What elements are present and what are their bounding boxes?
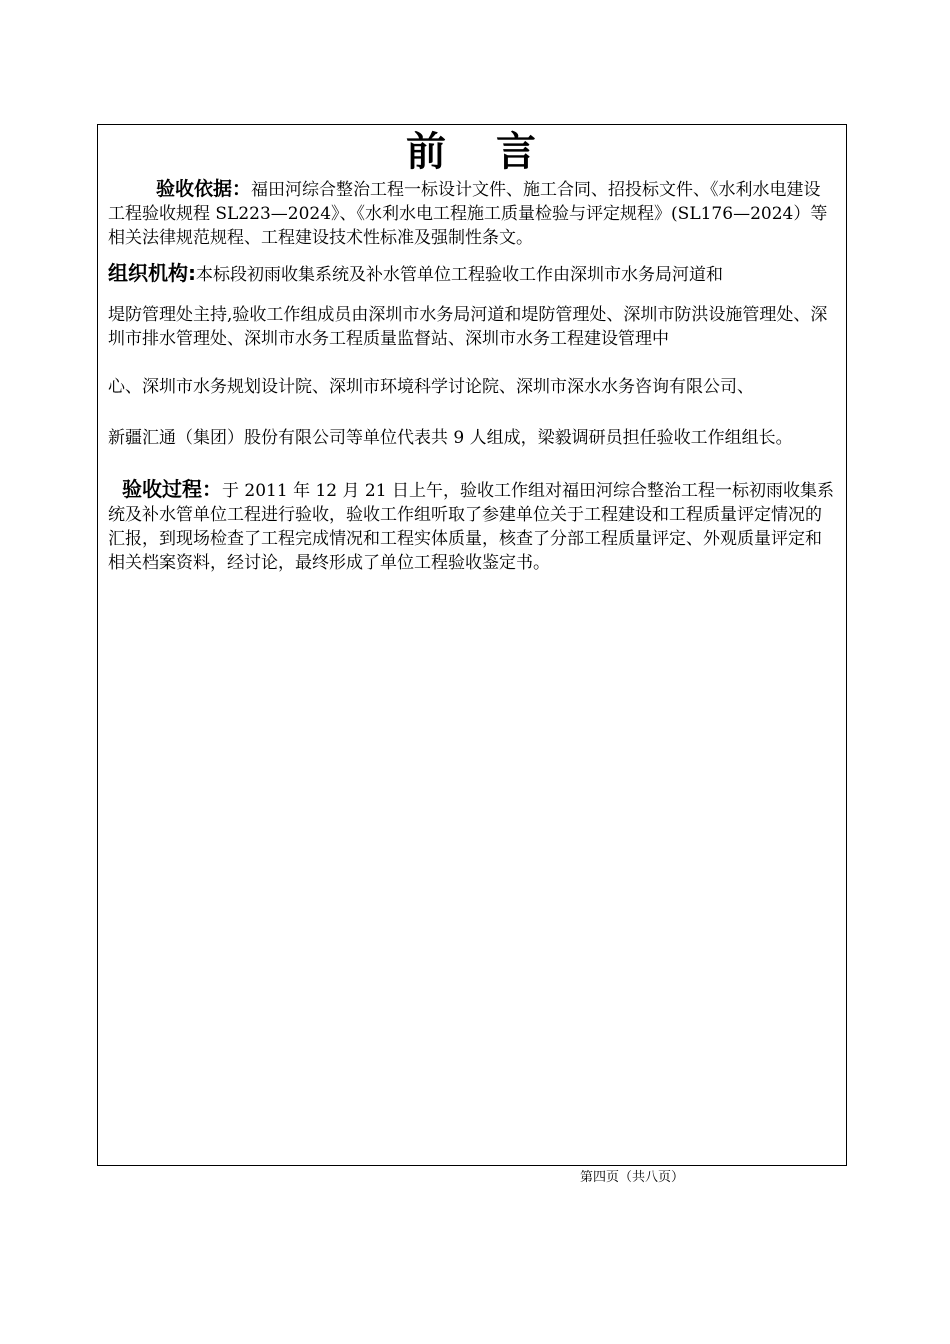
basis-label: 验收依据：: [156, 178, 252, 200]
document-frame: [97, 124, 847, 1166]
organization-label: 组织机构:: [108, 261, 196, 285]
title-part-2: 言: [496, 129, 538, 175]
organization-line-3: 心、深圳市水务规划设计院、深圳市环境科学讨论院、深圳市深水水务咨询有限公司、: [108, 377, 754, 397]
title-part-1: 前: [406, 129, 448, 175]
organization-line-2: 堤防管理处主持,验收工作组成员由深圳市水务局河道和堤防管理处、深圳市防洪设施管理处、深圳市排水管理处、深圳市水务工程质量监督站、深圳市水务工程建设管理中: [108, 305, 828, 349]
organization-line-4: 新疆汇通（集团）股份有限公司等单位代表共 9 人组成，梁毅调研员担任验收工作组组长。: [108, 428, 793, 448]
process-paragraph: [108, 477, 836, 575]
page-title: [98, 127, 846, 177]
basis-text: 福田河综合整治工程一标设计文件、施工合同、招投标文件、《水利水电建设工程验收规程 SL223—2024》、《水利水电工程施工质量检验与评定规程》(SL176—2024）等相关法律规范规程、工程建设技术性标准及强制性条文。: [108, 180, 828, 248]
process-label: 验收过程：: [122, 477, 222, 501]
organization-line-1: 本标段初雨收集系统及补水管单位工程验收工作由深圳市水务局河道和: [196, 265, 723, 285]
organization-first-line: [108, 261, 836, 287]
process-text: 于 2011 年 12 月 21 日上午，验收工作组对福田河综合整治工程一标初雨收集系统及补水管单位工程进行验收，验收工作组听取了参建单位关于工程建设和工程质量评定情况的汇报，到现场检查了工程完成情况和工程实体质量，核查了分部工程质量评定、外观质量评定和相关档案资料，经讨论，最终形成了单位工程验收鉴定书。: [108, 481, 834, 573]
page-number: 第四页（共八页）: [580, 1170, 685, 1185]
basis-paragraph: [108, 177, 836, 250]
